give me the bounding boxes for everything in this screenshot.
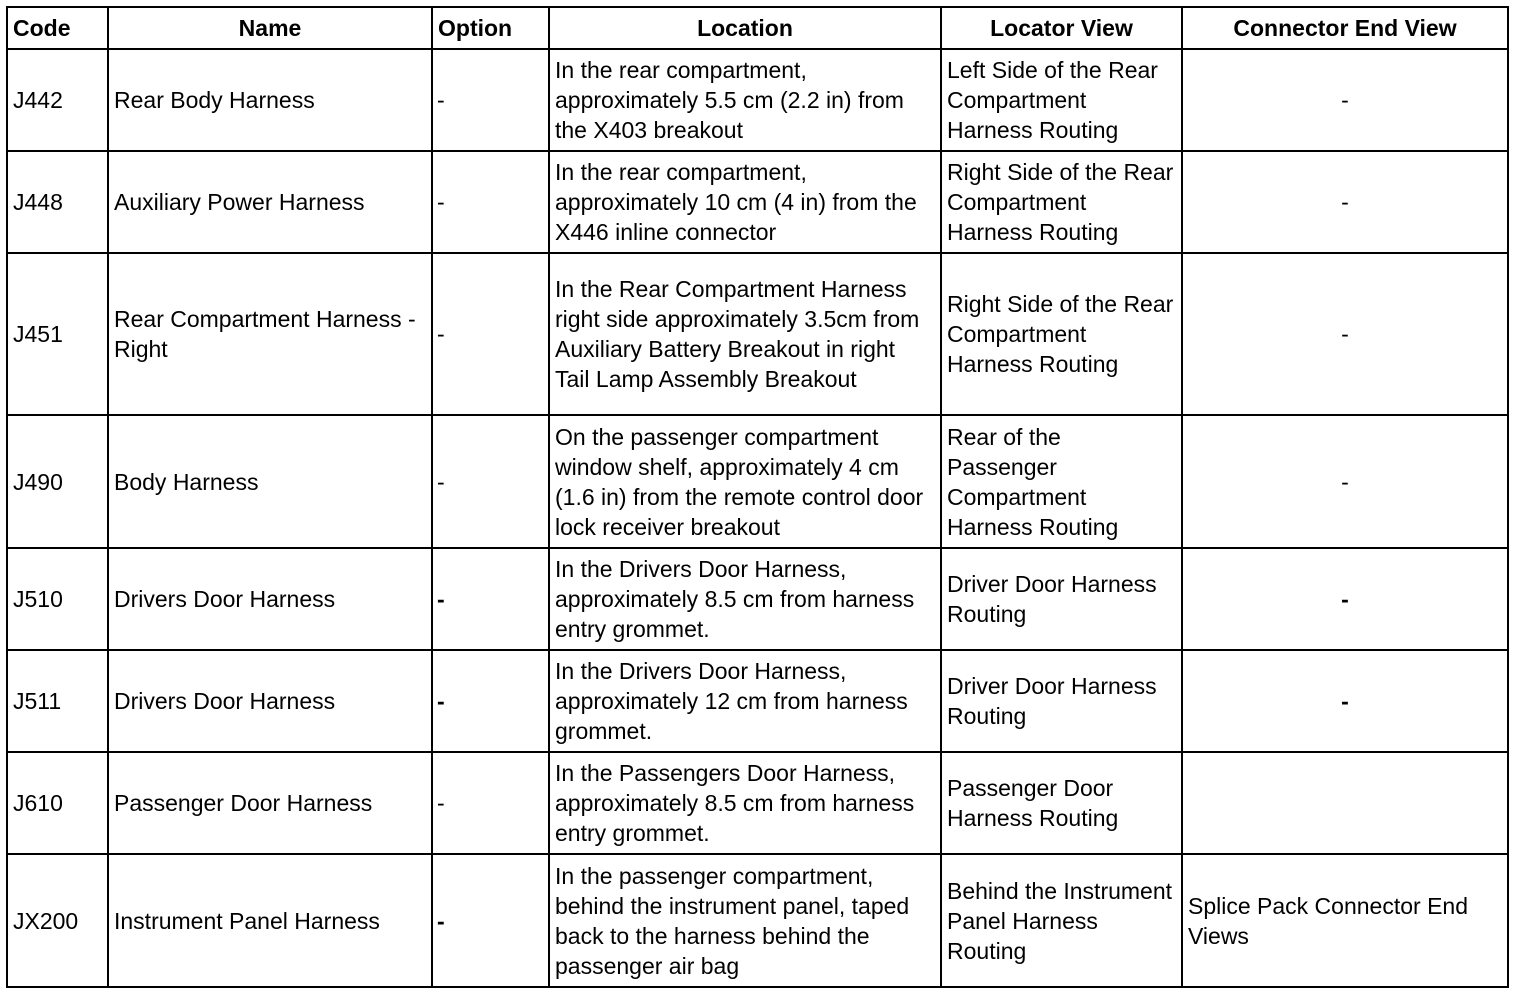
cell-name: Instrument Panel Harness (108, 854, 432, 987)
cell-code: J490 (7, 415, 108, 548)
cell-option: - (432, 415, 549, 548)
header-location: Location (549, 7, 941, 49)
cell-name: Rear Compartment Harness - Right (108, 253, 432, 415)
cell-location: On the passenger compartment window shelf, approximately 4 cm (1.6 in) from the remote control door lock receiver breakout (549, 415, 941, 548)
cell-name: Passenger Door Harness (108, 752, 432, 854)
header-name: Name (108, 7, 432, 49)
cell-location: In the Drivers Door Harness, approximately 8.5 cm from harness entry grommet. (549, 548, 941, 650)
cell-location: In the passenger compartment, behind the instrument panel, taped back to the harness behind the passenger air bag (549, 854, 941, 987)
header-locator-view: Locator View (941, 7, 1182, 49)
cell-name: Rear Body Harness (108, 49, 432, 151)
header-row (7, 7, 1508, 49)
cell-code: J451 (7, 253, 108, 415)
cell-connector-end-view: - (1182, 253, 1508, 415)
cell-locator-view: Behind the Instrument Panel Harness Routing (941, 854, 1182, 987)
cell-locator-view: Driver Door Harness Routing (941, 548, 1182, 650)
cell-option: - (432, 253, 549, 415)
cell-option: - (432, 854, 549, 987)
cell-option: - (432, 151, 549, 253)
cell-connector-end-view: - (1182, 151, 1508, 253)
cell-code: JX200 (7, 854, 108, 987)
cell-locator-view: Driver Door Harness Routing (941, 650, 1182, 752)
header-code: Code (7, 7, 108, 49)
cell-location: In the Rear Compartment Harness right side approximately 3.5cm from Auxiliary Battery Breakout in right Tail Lamp Assembly Breakout (549, 253, 941, 415)
cell-name: Auxiliary Power Harness (108, 151, 432, 253)
table-row (7, 151, 1508, 253)
cell-code: J610 (7, 752, 108, 854)
cell-locator-view: Passenger Door Harness Routing (941, 752, 1182, 854)
cell-name: Body Harness (108, 415, 432, 548)
splice-location-table (6, 6, 1509, 988)
cell-connector-end-view: - (1182, 415, 1508, 548)
cell-code: J442 (7, 49, 108, 151)
table-row (7, 752, 1508, 854)
cell-code: J448 (7, 151, 108, 253)
cell-locator-view: Left Side of the Rear Compartment Harness Routing (941, 49, 1182, 151)
cell-locator-view: Right Side of the Rear Compartment Harness Routing (941, 253, 1182, 415)
cell-connector-end-view: - (1182, 650, 1508, 752)
cell-connector-end-view: - (1182, 49, 1508, 151)
table-row (7, 415, 1508, 548)
cell-location: In the rear compartment, approximately 5.5 cm (2.2 in) from the X403 breakout (549, 49, 941, 151)
cell-connector-end-view: Splice Pack Connector End Views (1182, 854, 1508, 987)
cell-name: Drivers Door Harness (108, 650, 432, 752)
cell-option: - (432, 49, 549, 151)
cell-location: In the Drivers Door Harness, approximately 12 cm from harness grommet. (549, 650, 941, 752)
cell-name: Drivers Door Harness (108, 548, 432, 650)
cell-locator-view: Rear of the Passenger Compartment Harness Routing (941, 415, 1182, 548)
table-row (7, 49, 1508, 151)
cell-option: - (432, 752, 549, 854)
table-row (7, 548, 1508, 650)
cell-location: In the rear compartment, approximately 10 cm (4 in) from the X446 inline connector (549, 151, 941, 253)
cell-option: - (432, 650, 549, 752)
cell-option: - (432, 548, 549, 650)
cell-location: In the Passengers Door Harness, approximately 8.5 cm from harness entry grommet. (549, 752, 941, 854)
table-row (7, 650, 1508, 752)
cell-connector-end-view: - (1182, 548, 1508, 650)
cell-locator-view: Right Side of the Rear Compartment Harness Routing (941, 151, 1182, 253)
cell-code: J511 (7, 650, 108, 752)
table-row (7, 253, 1508, 415)
header-option: Option (432, 7, 549, 49)
cell-connector-end-view (1182, 752, 1508, 854)
header-connector-end-view: Connector End View (1182, 7, 1508, 49)
cell-code: J510 (7, 548, 108, 650)
table-row (7, 854, 1508, 987)
